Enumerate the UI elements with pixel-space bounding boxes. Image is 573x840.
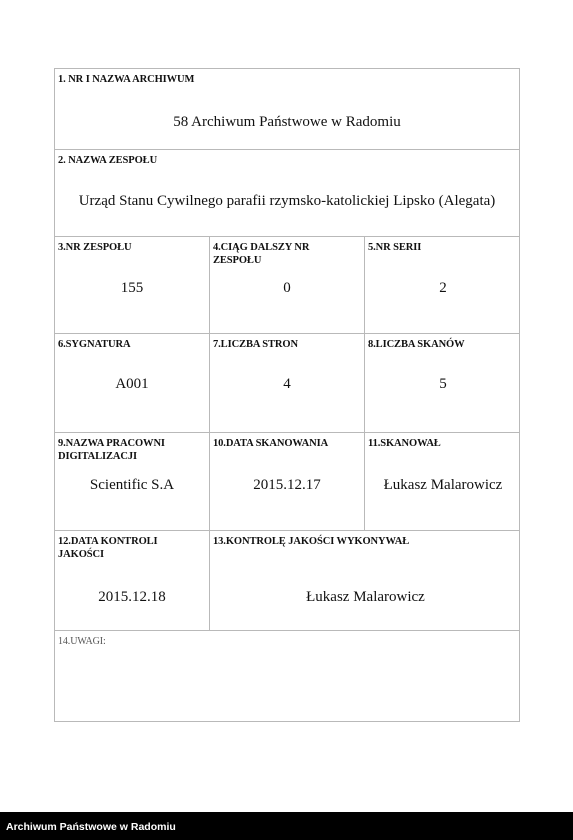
scan-count-label: 8.LICZBA SKANÓW (368, 339, 465, 350)
remarks-label: 14.UWAGI: (58, 636, 106, 647)
row-fonds-numbers (55, 237, 519, 334)
cell-digitization-lab (55, 433, 210, 530)
cell-remarks (55, 631, 519, 723)
fonds-number-value: 155 (120, 280, 144, 296)
qc-performed-by-label: 13.KONTROLĘ JAKOŚCI WYKONYWAŁ (213, 536, 410, 547)
scanned-by-value: Łukasz Malarowicz (383, 477, 503, 493)
fonds-continuation-label: 4.CIĄG DALSZY NR ZESPOŁU (213, 242, 310, 266)
cell-fonds-number (55, 237, 210, 333)
scan-date-value: 2015.12.17 (253, 477, 321, 493)
scan-date-label: 10.DATA SKANOWANIA (213, 438, 329, 449)
qc-date-label: 12.DATA KONTROLI JAKOŚCI (58, 536, 158, 560)
archive-label: 1. NR I NAZWA ARCHIWUM (58, 74, 195, 85)
digitization-lab-value: Scientific S.A (89, 477, 175, 493)
digitization-lab-label: 9.NAZWA PRACOWNI DIGITALIZACJI (58, 438, 165, 462)
signature-label: 6.SYGNATURA (58, 339, 131, 350)
row-remarks (55, 631, 519, 723)
row-signature (55, 334, 519, 433)
fonds-name-label: 2. NAZWA ZESPOŁU (58, 155, 158, 166)
row-archive (55, 69, 519, 150)
page-count-value: 4 (283, 376, 291, 392)
cell-series-number (365, 237, 521, 333)
series-number-label: 5.NR SERII (368, 242, 422, 253)
cell-page-count (210, 334, 365, 432)
row-fonds-name (55, 150, 519, 237)
cell-signature (55, 334, 210, 432)
cell-qc-date (55, 531, 210, 630)
archive-value: 58 Archiwum Państwowe w Radomiu (173, 114, 401, 130)
cell-fonds-continuation (210, 237, 365, 333)
series-number-value: 2 (439, 280, 447, 296)
fonds-name-value: Urząd Stanu Cywilnego parafii rzymsko-katolickiej Lipsko (Alegata) (78, 193, 496, 209)
scan-count-value: 5 (439, 376, 447, 392)
cell-fonds-name (55, 150, 519, 236)
row-quality-control (55, 531, 519, 631)
footer-archive-name: Archiwum Państwowe w Radomiu (6, 821, 176, 833)
fonds-number-label: 3.NR ZESPOŁU (58, 242, 132, 253)
row-digitization (55, 433, 519, 531)
cell-qc-performed-by (210, 531, 521, 630)
scanned-by-label: 11.SKANOWAŁ (368, 438, 441, 449)
fonds-continuation-value: 0 (283, 280, 291, 296)
qc-performed-by-value: Łukasz Malarowicz (306, 589, 425, 605)
cell-archive (55, 69, 519, 149)
cell-scan-date (210, 433, 365, 530)
metadata-form (54, 68, 520, 722)
footer-bar (0, 812, 573, 840)
signature-value: A001 (115, 376, 149, 392)
cell-scanned-by (365, 433, 521, 530)
page-count-label: 7.LICZBA STRON (213, 339, 298, 350)
cell-scan-count (365, 334, 521, 432)
qc-date-value: 2015.12.18 (98, 589, 166, 605)
